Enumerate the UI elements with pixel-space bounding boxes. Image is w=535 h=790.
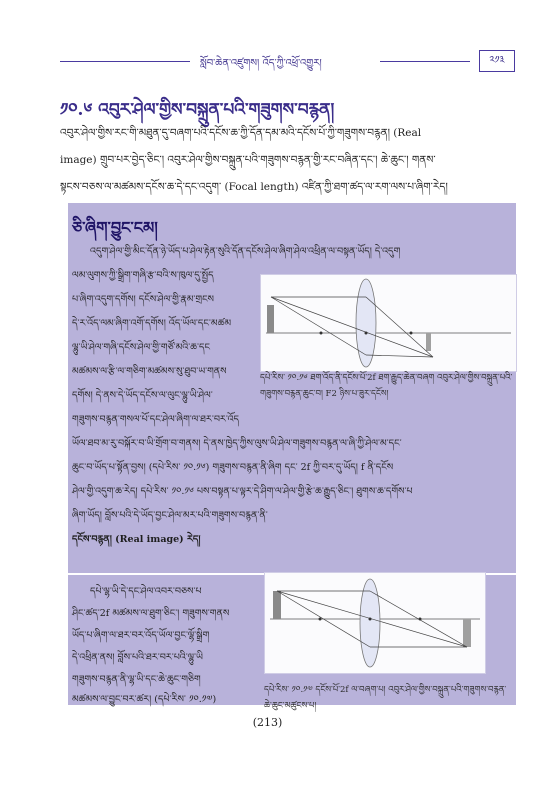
intro-line: སྟངས་བཅས་ལ་མཚམས་དངོས་ཆ་དེ་དང་འདུག་ (Focal length) འཛིན་ཀྱི་ཐག་ཚད་ལ་རག་ལས་པ་ཞིག་རེད། [60, 181, 448, 193]
box-line: པ་ཞིག་འདུག་དགོས། དངོས་ཤེལ་གྱི་རྣམ་གྲངས [72, 294, 214, 305]
header-page-number: ༢༡༣ [479, 50, 515, 72]
section-title: ༡༠.༦ འབུར་ཤེལ་གྱིས་བསྐྲུན་པའི་གཟུགས་བརྙན། [60, 100, 335, 120]
page-number: (213) [252, 716, 283, 729]
focal-point-left [320, 332, 323, 335]
figure-2-caption: དཔེ་རིས་ ༡༠.༡༧ དངོས་པོ་2f ལ་བཞག་པ། འབུར་ཤེལ་གྱིས་བསྐྲུན་པའི་གཟུགས་བརྙན་ཆེ་ཆུང་མཚུངས་པ། [264, 685, 507, 711]
header-rule-right [380, 61, 470, 62]
object-candle [267, 305, 274, 333]
box-line: དཔེ་ལྷ་ཡི་དེ་དང་ཤེལ་འབར་བཅས་པ [90, 586, 202, 597]
figure-1-caption: དཔེ་རིས་ ༡༠.༡༦ ཐག་འོད་ནི་དངོས་པོ་2f ཐག་རྒྱུད་ཆེན་བཞག འབུར་ཤེལ་གྱིས་བསྐྲུན་པའི་གཟུགས་བརྙན་ཆུང་བ། F2 ཉིས་པ་ཟུར་དངོས། [260, 373, 513, 399]
header-rule-left [60, 61, 190, 62]
convex-lens [356, 279, 376, 367]
box-line: ཡོད་པ་ཞིག་ལ་ཐར་བར་འོད་ཡོལ་བྱང་ལྷོ་སྒྲིག [72, 630, 210, 641]
running-title: སློབ་ཆེན་འཛུགས། འོད་ཀྱི་འཕྲོ་འགྱུར། [200, 58, 322, 69]
box-line: མཚམས་ལ་རྩི་ལ་གཅིག་མཚམས་སུ་ཐུབ་ཡ་གནས [72, 366, 227, 377]
box-line: ཆུང་བ་ཡོད་པ་སྟོན་བྱས། (དཔེ་རིས་ ༡༠.༡༦) གཟུགས་བརྙན་ནི་ཞིག དང་ 2f ཀྱི་བར་དུ་ཡོད། f ནི་དངོས [72, 462, 394, 473]
box-line: ལམ་ལུགས་ཀྱི་སྒྲིག་གཞི་རྩ་བའི་ས་ཁུལ་དུ་སྤྱོད [72, 270, 214, 281]
convex-lens [360, 579, 380, 667]
box-line: མཚམས་ལ་བྱུང་བར་ཚར། (དཔེ་རིས་ ༡༠.༡༧) [72, 694, 217, 705]
lens-center [365, 332, 368, 335]
image-candle [463, 619, 471, 647]
lens-ray-diagram-2 [265, 573, 485, 673]
ray-3-refracted [366, 355, 433, 357]
box-line: གཟུགས་བརྙན་གསལ་པོ་དང་ཤེལ་ཞིག་ལ་ཐར་བར་འོད [72, 414, 240, 425]
box-line: དེ་ར་འོད་ལམ་ཞིག་འགོ་དགོས། འོད་ཡོལ་དང་མཚམ [72, 318, 232, 329]
intro-paragraph [60, 120, 515, 201]
lens-ray-diagram [261, 275, 516, 371]
focal-point-right [419, 618, 422, 621]
box-line: དགོས། དེ་ནས་དེ་ཡོད་དངོས་ལ་ལུང་ལྷུ་ཡི་ཤེལ་ [72, 390, 213, 401]
real-image-term: དངོས་བརྙན། (Real image) རེད། [72, 534, 201, 545]
box-line: ལྷུ་ཡི་ཤེལ་གཞི་དངོས་ཤེལ་གྱི་གཙོ་མའི་ཆ་དང [72, 342, 210, 353]
lens-center [369, 618, 372, 621]
box-line: ཞིག་ཡོད། བློས་པའི་དེ་ཡོད་བྱང་ཤེལ་མར་པའི་གཟུགས་བརྙན་ནི་ [72, 510, 268, 521]
box-line: གཟུགས་བརྙན་ནི་ལྷ་ཡི་དང་ཆེ་ཆུང་གཅིག [72, 674, 201, 685]
box-line: དེ་འཕྲིན་ནས། བློས་པའི་ཐར་བར་པའི་ལྷུ་ཡི [72, 652, 203, 663]
ray-3 [271, 297, 366, 355]
focal-point-right [410, 332, 413, 335]
box-line: ཤིང་ཚད་2f མཚམས་ལ་ཐུག་ཅིང་། གཟུགས་གནས [72, 608, 230, 619]
lens-diagram-figure-1 [260, 274, 517, 372]
image-candle [426, 333, 431, 351]
object-candle [273, 591, 281, 619]
box-line: ཤེལ་གྱི་འདུག་ཆ་རེད། དཔེ་རིས་ ༡༠.༡༦ པས་བསྟན་པ་ལྟར་དེ་ཤིག་ལ་ཤེལ་གྱི་རྩེ་ཆ་རྒྱུད་ཅིང་། ཐུགས་ཆ་དགོས་པ [72, 486, 413, 497]
box-line: ཡོལ་ཐབ་མ་རུ་བསྐོར་བ་ཡི་གྲོག་བ་གནས། དེ་ནས་ཁྱེད་ཀྱིས་ལུས་ཡི་ཤེལ་གཟུགས་བརྙན་ལ་ཞི་ཀྱི་ཤེལ་མ་དང་ [72, 438, 402, 449]
activity-box-title: ཅི་ཞིག་བྱུང་ངམ། [72, 218, 158, 237]
intro-line: image) གྲུབ་པར་བྱེད་ཅིང་། འབུར་ཤེལ་གྱིས་བསྐྲུན་པའི་གཟུགས་བརྙན་གྱི་རང་བཞིན་དང་། ཆེ་ཆུང་། གནས་ [60, 154, 436, 166]
running-header [60, 50, 515, 72]
intro-line: འབུར་ཤེལ་གྱིས་རང་གི་མཐུན་དུ་བཞག་པའི་དངོས་ཆ་ཀྱི་དོན་དམ་མའི་དངོས་པོ་ཀྱི་གཟུགས་བརྙན། (Real [60, 127, 422, 139]
box-line: འདུག་ཤེལ་གྱི་མིང་དོན་ཉེ་ཡོད་པ་ཤེལ་རྟེན་སུའི་དོན་དངོས་ཤེལ་ཞིག་ཤེལ་འཕྲིན་ལ་བསྟན་ཡོད། དེ་འདུག [90, 246, 401, 257]
focal-point-left [319, 618, 322, 621]
ray-2 [271, 297, 433, 357]
lens-diagram-figure-2 [264, 572, 486, 674]
